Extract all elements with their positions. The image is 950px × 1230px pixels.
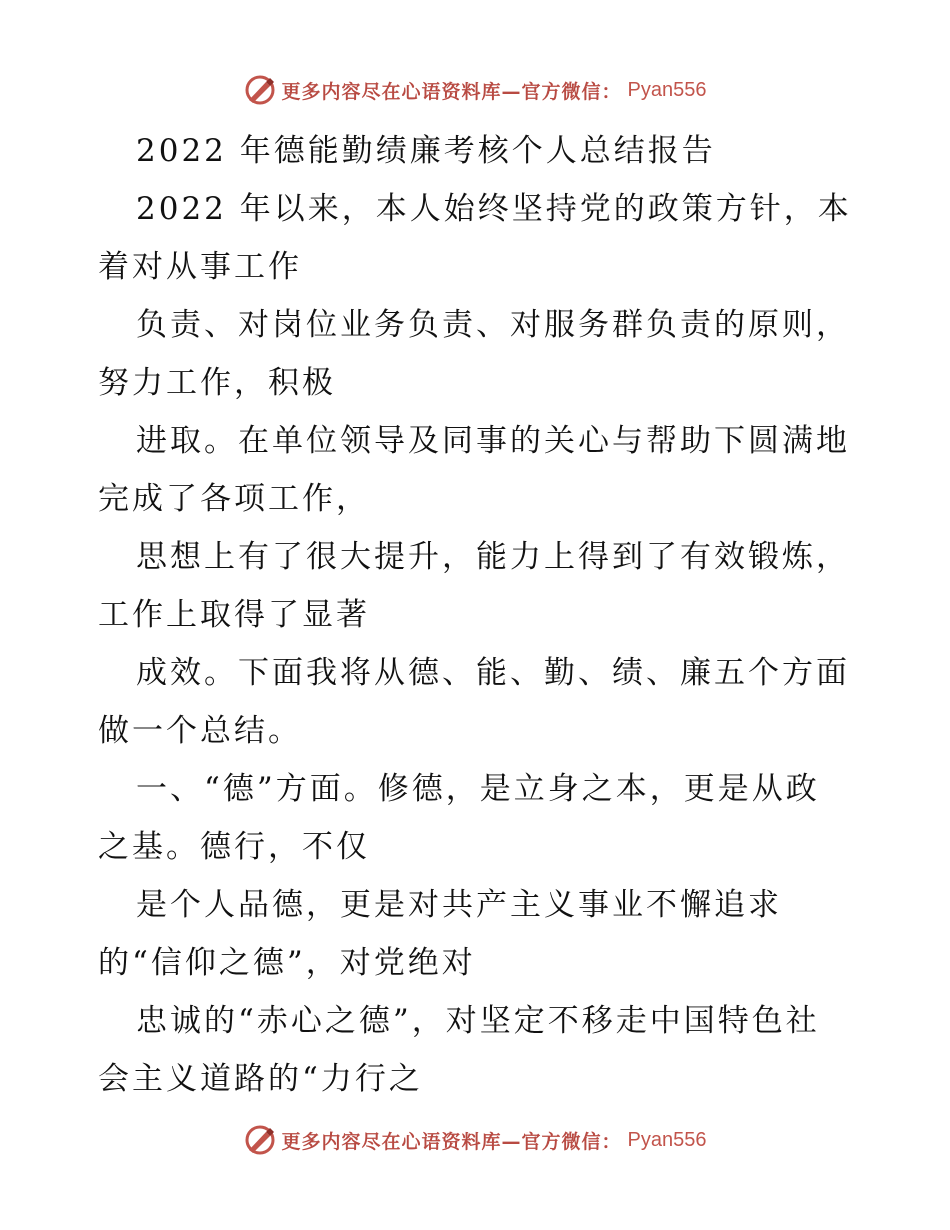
text-line: 努力工作，积极 — [98, 365, 336, 401]
section-heading-line: 一、“德”方面。修德，是立身之本，更是从政 — [136, 771, 820, 807]
header-banner-text: 更多内容尽在心语资料库—官方微信： — [281, 80, 622, 103]
pen-logo-icon — [244, 1124, 276, 1156]
text-line: 完成了各项工作， — [98, 481, 370, 517]
text-line: 之基。德行，不仅 — [98, 829, 370, 865]
text-line: 2022 年以来，本人始终坚持党的政策方针，本 — [136, 191, 852, 227]
header-banner — [0, 70, 950, 110]
text-line: 思想上有了很大提升，能力上得到了有效锻炼， — [136, 539, 850, 575]
text-line: 着对从事工作 — [98, 249, 302, 285]
text-line: 负责、对岗位业务负责、对服务群负责的原则， — [136, 307, 850, 343]
footer-banner-id: Pyan556 — [627, 1128, 707, 1151]
text-line: 进取。在单位领导及同事的关心与帮助下圆满地 — [136, 423, 850, 459]
text-line: 是个人品德，更是对共产主义事业不懈追求 — [136, 887, 782, 923]
document-body — [98, 122, 858, 1108]
pen-logo-icon — [244, 74, 276, 106]
text-line: 做一个总结。 — [98, 713, 302, 749]
footer-banner — [0, 1120, 950, 1160]
header-banner-id: Pyan556 — [627, 78, 707, 101]
text-line: 会主义道路的“力行之 — [98, 1061, 423, 1097]
footer-banner-text: 更多内容尽在心语资料库—官方微信： — [281, 1130, 622, 1153]
text-line: 工作上取得了显著 — [98, 597, 370, 633]
text-line: 忠诚的“赤心之德”，对坚定不移走中国特色社 — [136, 1003, 820, 1039]
text-line: 成效。下面我将从德、能、勤、绩、廉五个方面 — [136, 655, 850, 691]
text-line: 的“信仰之德”，对党绝对 — [98, 945, 476, 981]
document-title: 2022 年德能勤绩廉考核个人总结报告 — [136, 133, 716, 169]
